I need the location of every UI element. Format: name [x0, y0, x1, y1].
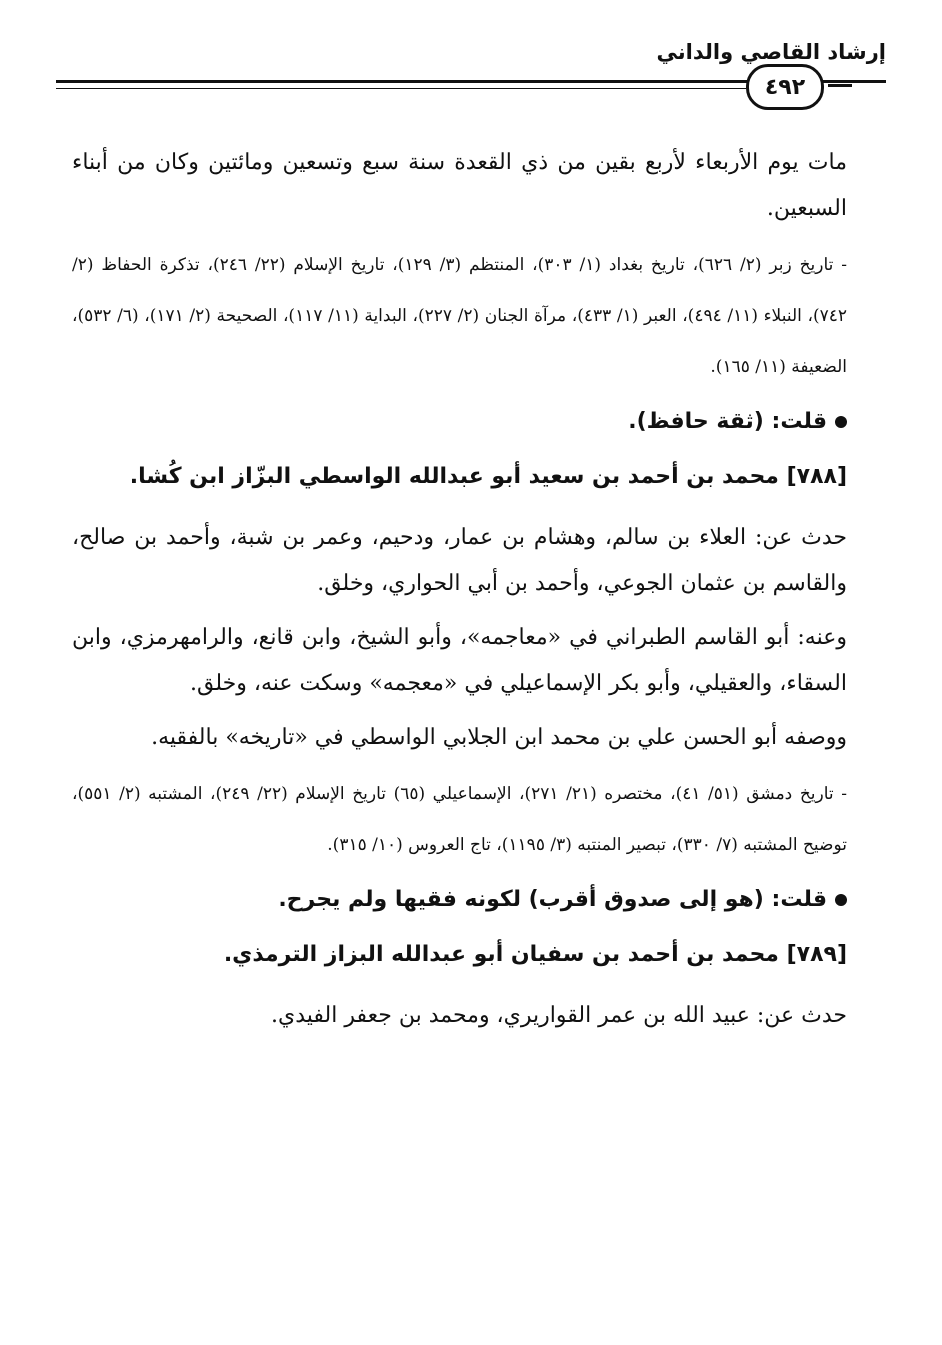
- references-list-1: - تاريخ زبر (٢/ ٦٢٦)، تاريخ بغداد (١/ ٣٠٣)، المنتظم (٣/ ١٢٩)، تاريخ الإسلام (٢٢/ ٢٤٦)، تذكرة الحفاظ (٢/ ٧٤٢)، النبلاء (١١/ ٤٩٤)، العبر (١/ ٤٣٣)، مرآة الجنان (٢/ ٢٢٧)، البداية (١١/ ١١٧)، الصحيحة (٢/ ١٧١)، (٦/ ٥٣٢)، الضعيفة (١١/ ١٦٥).: [72, 255, 847, 377]
- page-number-dash: [828, 84, 852, 87]
- paragraph-death-date: مات يوم الأربعاء لأربع بقين من ذي القعدة سنة سبع وتسعين ومائتين وكان من أبناء السبعين.: [72, 150, 847, 221]
- references-list-2: - تاريخ دمشق (٥١/ ٤١)، مختصره (٢١/ ٢٧١)، الإسماعيلي (٦٥) تاريخ الإسلام (٢٢/ ٢٤٩)، المشتبه (٢/ ٥٥١)، توضيح المشتبه (٧/ ٣٣٠)، تبصير المنتبه (٣/ ١١٩٥)، تاج العروس (١٠/ ٣١٥).: [72, 784, 847, 855]
- entry-heading-788: [٧٨٨] محمد بن أحمد بن سعيد أبو عبدالله الواسطي البزّاز ابن كُشا.: [129, 464, 847, 489]
- bullet-icon: [835, 416, 847, 428]
- verdict-note-1-text: قلت: (ثقة حافظ).: [628, 409, 827, 434]
- header-rule-thin: [56, 88, 746, 89]
- verdict-note-2: [72, 877, 847, 923]
- bullet-icon: [835, 894, 847, 906]
- page-content: [72, 140, 847, 1047]
- entry-heading-789: [٧٨٩] محمد بن أحمد بن سفيان أبو عبدالله البزاز الترمذي.: [223, 942, 847, 967]
- page-number: [746, 64, 824, 110]
- paragraph-description: ووصفه أبو الحسن علي بن محمد ابن الجلابي الواسطي في «تاريخه» بالفقيه.: [151, 725, 847, 750]
- book-title: إرشاد القاصي والداني: [656, 40, 886, 64]
- page-number-text: ٤٩٢: [764, 74, 806, 100]
- paragraph-narrated-from-789: حدث عن: عبيد الله بن عمر القواريري، ومحمد بن جعفر الفيدي.: [271, 1003, 847, 1028]
- verdict-note-2-text: قلت: (هو إلى صدوق أقرب) لكونه فقيها ولم يجرح.: [278, 887, 827, 912]
- paragraph-narrators: وعنه: أبو القاسم الطبراني في «معاجمه»، وأبو الشيخ، وابن قانع، والرامهرمزي، وابن السقاء، والعقيلي، وأبو بكر الإسماعيلي في «معجمه» وسكت عنه، وخلق.: [72, 625, 847, 696]
- page-header: [56, 40, 886, 110]
- paragraph-narrated-from: حدث عن: العلاء بن سالم، وهشام بن عمار، ودحيم، وعمر بن شبة، وأحمد بن صالح، والقاسم بن عثمان الجوعي، وأحمد بن أبي الحواري، وخلق.: [72, 525, 847, 596]
- verdict-note-1: [72, 399, 847, 445]
